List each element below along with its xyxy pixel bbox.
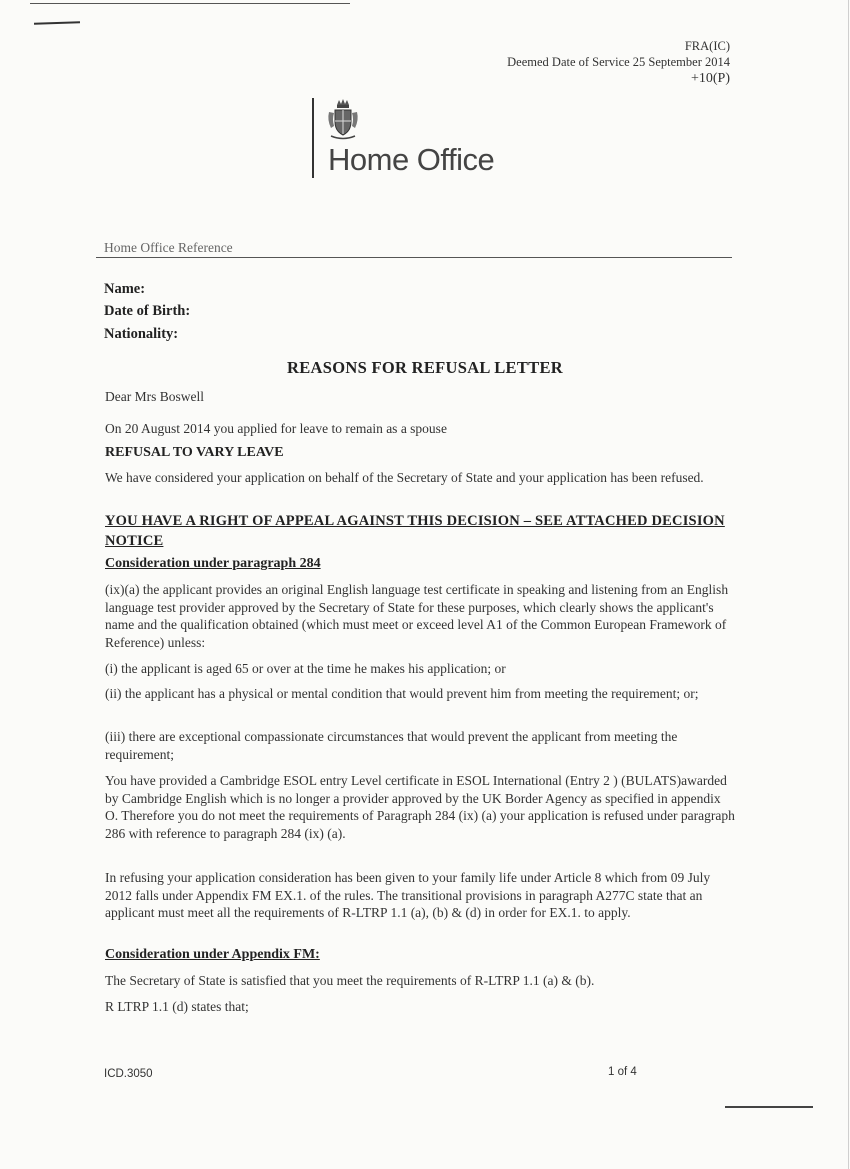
nationality-label: Nationality: [104,326,179,342]
certificate-provided-text: You have provided a Cambridge ESOL entry Level certificate in ESOL International (Entry 2 ) (BULATS)awarded by Cambridge English which is no longer a provider approved by the UK Border Agency as specified in appendix O. Therefore you do not meet the requirements of Paragraph 284 (ix) (a) your application is refused under paragraph 286 with reference to paragraph 284 (ix) (a). [105,773,735,841]
application-intro: On 20 August 2014 you applied for leave to remain as a spouse [105,421,447,436]
form-code: FRA(IC) [684,39,730,53]
condition-ii: (ii) the applicant has a physical or mental condition that would prevent him from meeting the requirement; or; [105,686,699,701]
deemed-date-of-service: Deemed Date of Service 25 September 2014 [507,55,730,69]
scan-mark [725,1106,813,1108]
royal-crest-icon [326,96,360,142]
document-code: ICD.3050 [104,1068,153,1080]
rltrp-states-text: R LTRP 1.1 (d) states that; [105,999,249,1014]
refusal-heading: REFUSAL TO VARY LEAVE [105,445,284,460]
scan-edge-line [848,0,849,1169]
home-office-reference-label: Home Office Reference [104,240,233,255]
page-number: 1 of 4 [608,1066,637,1078]
appeal-notice: YOU HAVE A RIGHT OF APPEAL AGAINST THIS DECISION – SEE ATTACHED DECISION NOTICE [105,513,725,549]
logo-bar [312,98,314,178]
home-office-wordmark: Home Office [328,142,495,177]
paragraph-ix-a: (ix)(a) the applicant provides an original English language test certificate in speaking and listening from an English language test provider approved by the Secretary of State for these purposes, which clearly shows the applicant's name and the qualification obtained (which must meet or exceed level A1 of the Common European Framework of Reference) unless: [105,582,729,650]
salutation: Dear Mrs Boswell [105,389,204,404]
condition-iii: (iii) there are exceptional compassionate circumstances that would prevent the applicant from meeting the requirement; [105,729,678,762]
form-suffix: +10(P) [690,71,730,86]
name-label: Name: [104,281,146,297]
divider [96,257,732,258]
scan-edge-line [30,3,350,4]
letter-title: REASONS FOR REFUSAL LETTER [287,358,563,377]
home-office-logo [312,96,512,180]
satisfied-text: The Secretary of State is satisfied that you meet the requirements of R-LTRP 1.1 (a) & (b). [105,973,595,988]
refusal-text: We have considered your application on behalf of the Secretary of State and your application has been refused. [105,470,704,485]
section-heading-paragraph-284: Consideration under paragraph 284 [105,556,321,571]
scan-mark [34,21,80,25]
section-heading-appendix-fm: Consideration under Appendix FM: [105,947,320,962]
date-of-birth-label: Date of Birth: [104,303,191,319]
family-life-text: In refusing your application consideration has been given to your family life under Article 8 which from 09 July 2012 falls under Appendix FM EX.1. of the rules. The transitional provisions in paragraph A277C state that an applicant must meet all the requirements of R-LTRP 1.1 (a), (b) & (d) in order for EX.1. to apply. [105,870,711,920]
condition-i: (i) the applicant is aged 65 or over at the time he makes his application; or [105,661,506,676]
